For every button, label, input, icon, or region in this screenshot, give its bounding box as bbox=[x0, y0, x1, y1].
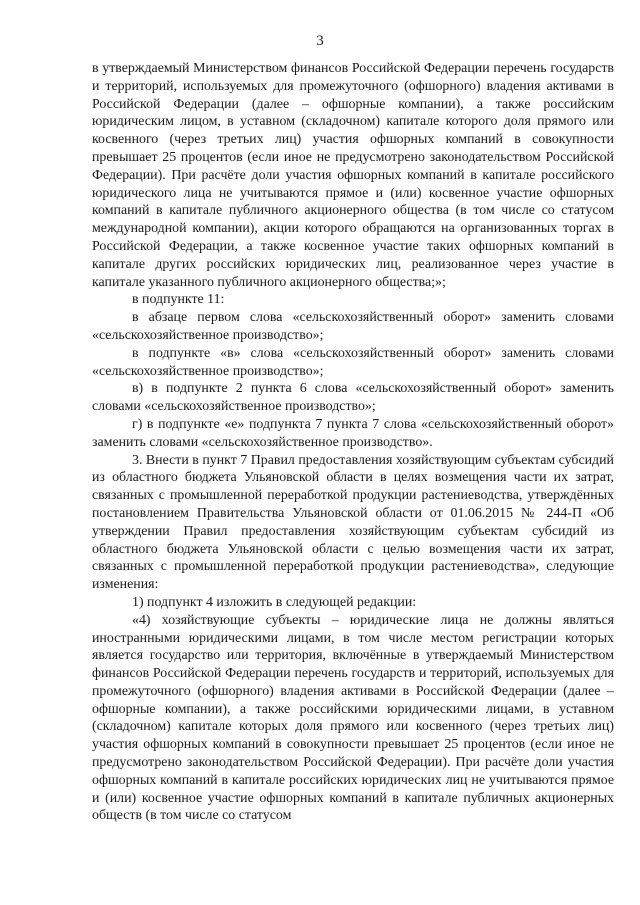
paragraph-point-6-replacement: в) в подпункте 2 пункта 6 слова «сельскохозяйственный оборот» заменить словами «сельскохозяйственное производство»; bbox=[92, 381, 614, 415]
paragraph-first-indent-replacement: в абзаце первом слова «сельскохозяйственный оборот» заменить словами «сельскохозяйственное производство»; bbox=[92, 310, 614, 343]
paragraph-offshore-list-continuation: в утверждаемый Министерством финансов Российской Федерации перечень государств и территорий, используемых для промежуточного (офшорного) владения активами в Российской Федерации (далее – офшорные компании), а также российским юридическим лицом, в уставном (складочном) капитале которого доля прямого или косвенного (через третьих лиц) участия офшорных компаний в совокупности превышает 25 процентов (если иное не предусмотрено законодательством Российской Федерации). При расчёте доли участия офшорных компаний в капитале российского юридического лица не учитываются прямое и (или) косвенное участие офшорных компаний в капитале публичного акционерного общества (в том числе со статусом международной компании), акции которого обращаются на организованных торгах в Российской Федерации, а также косвенное участие таких офшорных компаний в капитале других российских юридических лиц, реализованное через участие в капитале указанного публичного акционерного общества;»; bbox=[92, 61, 614, 290]
page-number: 3 bbox=[316, 33, 324, 49]
document-body bbox=[92, 60, 614, 825]
paragraph-subpoint-11: в подпункте 11: bbox=[132, 292, 225, 308]
paragraph-quoted-subpoint-4: «4) хозяйствующие субъекты – юридические лица не должны являться иностранными юридическими лицами, в том числе местом регистрации которых является государство или территория, включённые в утверждаемый Министерством финансов Российской Федерации перечень государств и территорий, используемых для промежуточного (офшорного) владения активами в Российской Федерации (далее – офшорные компании), а также российскими юридическими лицами, в уставном (складочном) капитале которых доля прямого или косвенного (через третьих лиц) участия офшорных компаний в совокупности превышает 25 процентов (если иное не предусмотрено законодательством Российской Федерации). При расчёте доли участия офшорных компаний в капитале российских юридических лиц не учитываются прямое и (или) косвенное участие офшорных компаний в капитале публичных акционерных обществ (в том числе со статусом bbox=[92, 612, 614, 824]
paragraph-subpoint-4-new-wording: 1) подпункт 4 изложить в следующей редакции: bbox=[132, 594, 417, 610]
paragraph-subpoint-v-replacement: в подпункте «в» слова «сельскохозяйственный оборот» заменить словами «сельскохозяйственное производство»; bbox=[92, 345, 614, 379]
paragraph-section-3: 3. Внести в пункт 7 Правил предоставления хозяйствующим субъектам субсидий из областного бюджета Ульяновской области в целях возмещения части их затрат, связанных с промышленной переработкой продукции растениеводства, утверждённых постановлением Правительства Ульяновской области от 01.06.2015 № 244-П «Об утверждении Правил предоставления хозяйствующим субъектам субсидий из областного бюджета Ульяновской области с целью возмещения части их затрат, связанных с промышленной переработкой продукции растениеводства», следующие изменения: bbox=[92, 452, 614, 593]
paragraph-point-7-replacement: г) в подпункте «е» подпункта 7 пункта 7 слова «сельскохозяйственный оборот» заменить словами «сельскохозяйственное производство». bbox=[92, 416, 614, 450]
